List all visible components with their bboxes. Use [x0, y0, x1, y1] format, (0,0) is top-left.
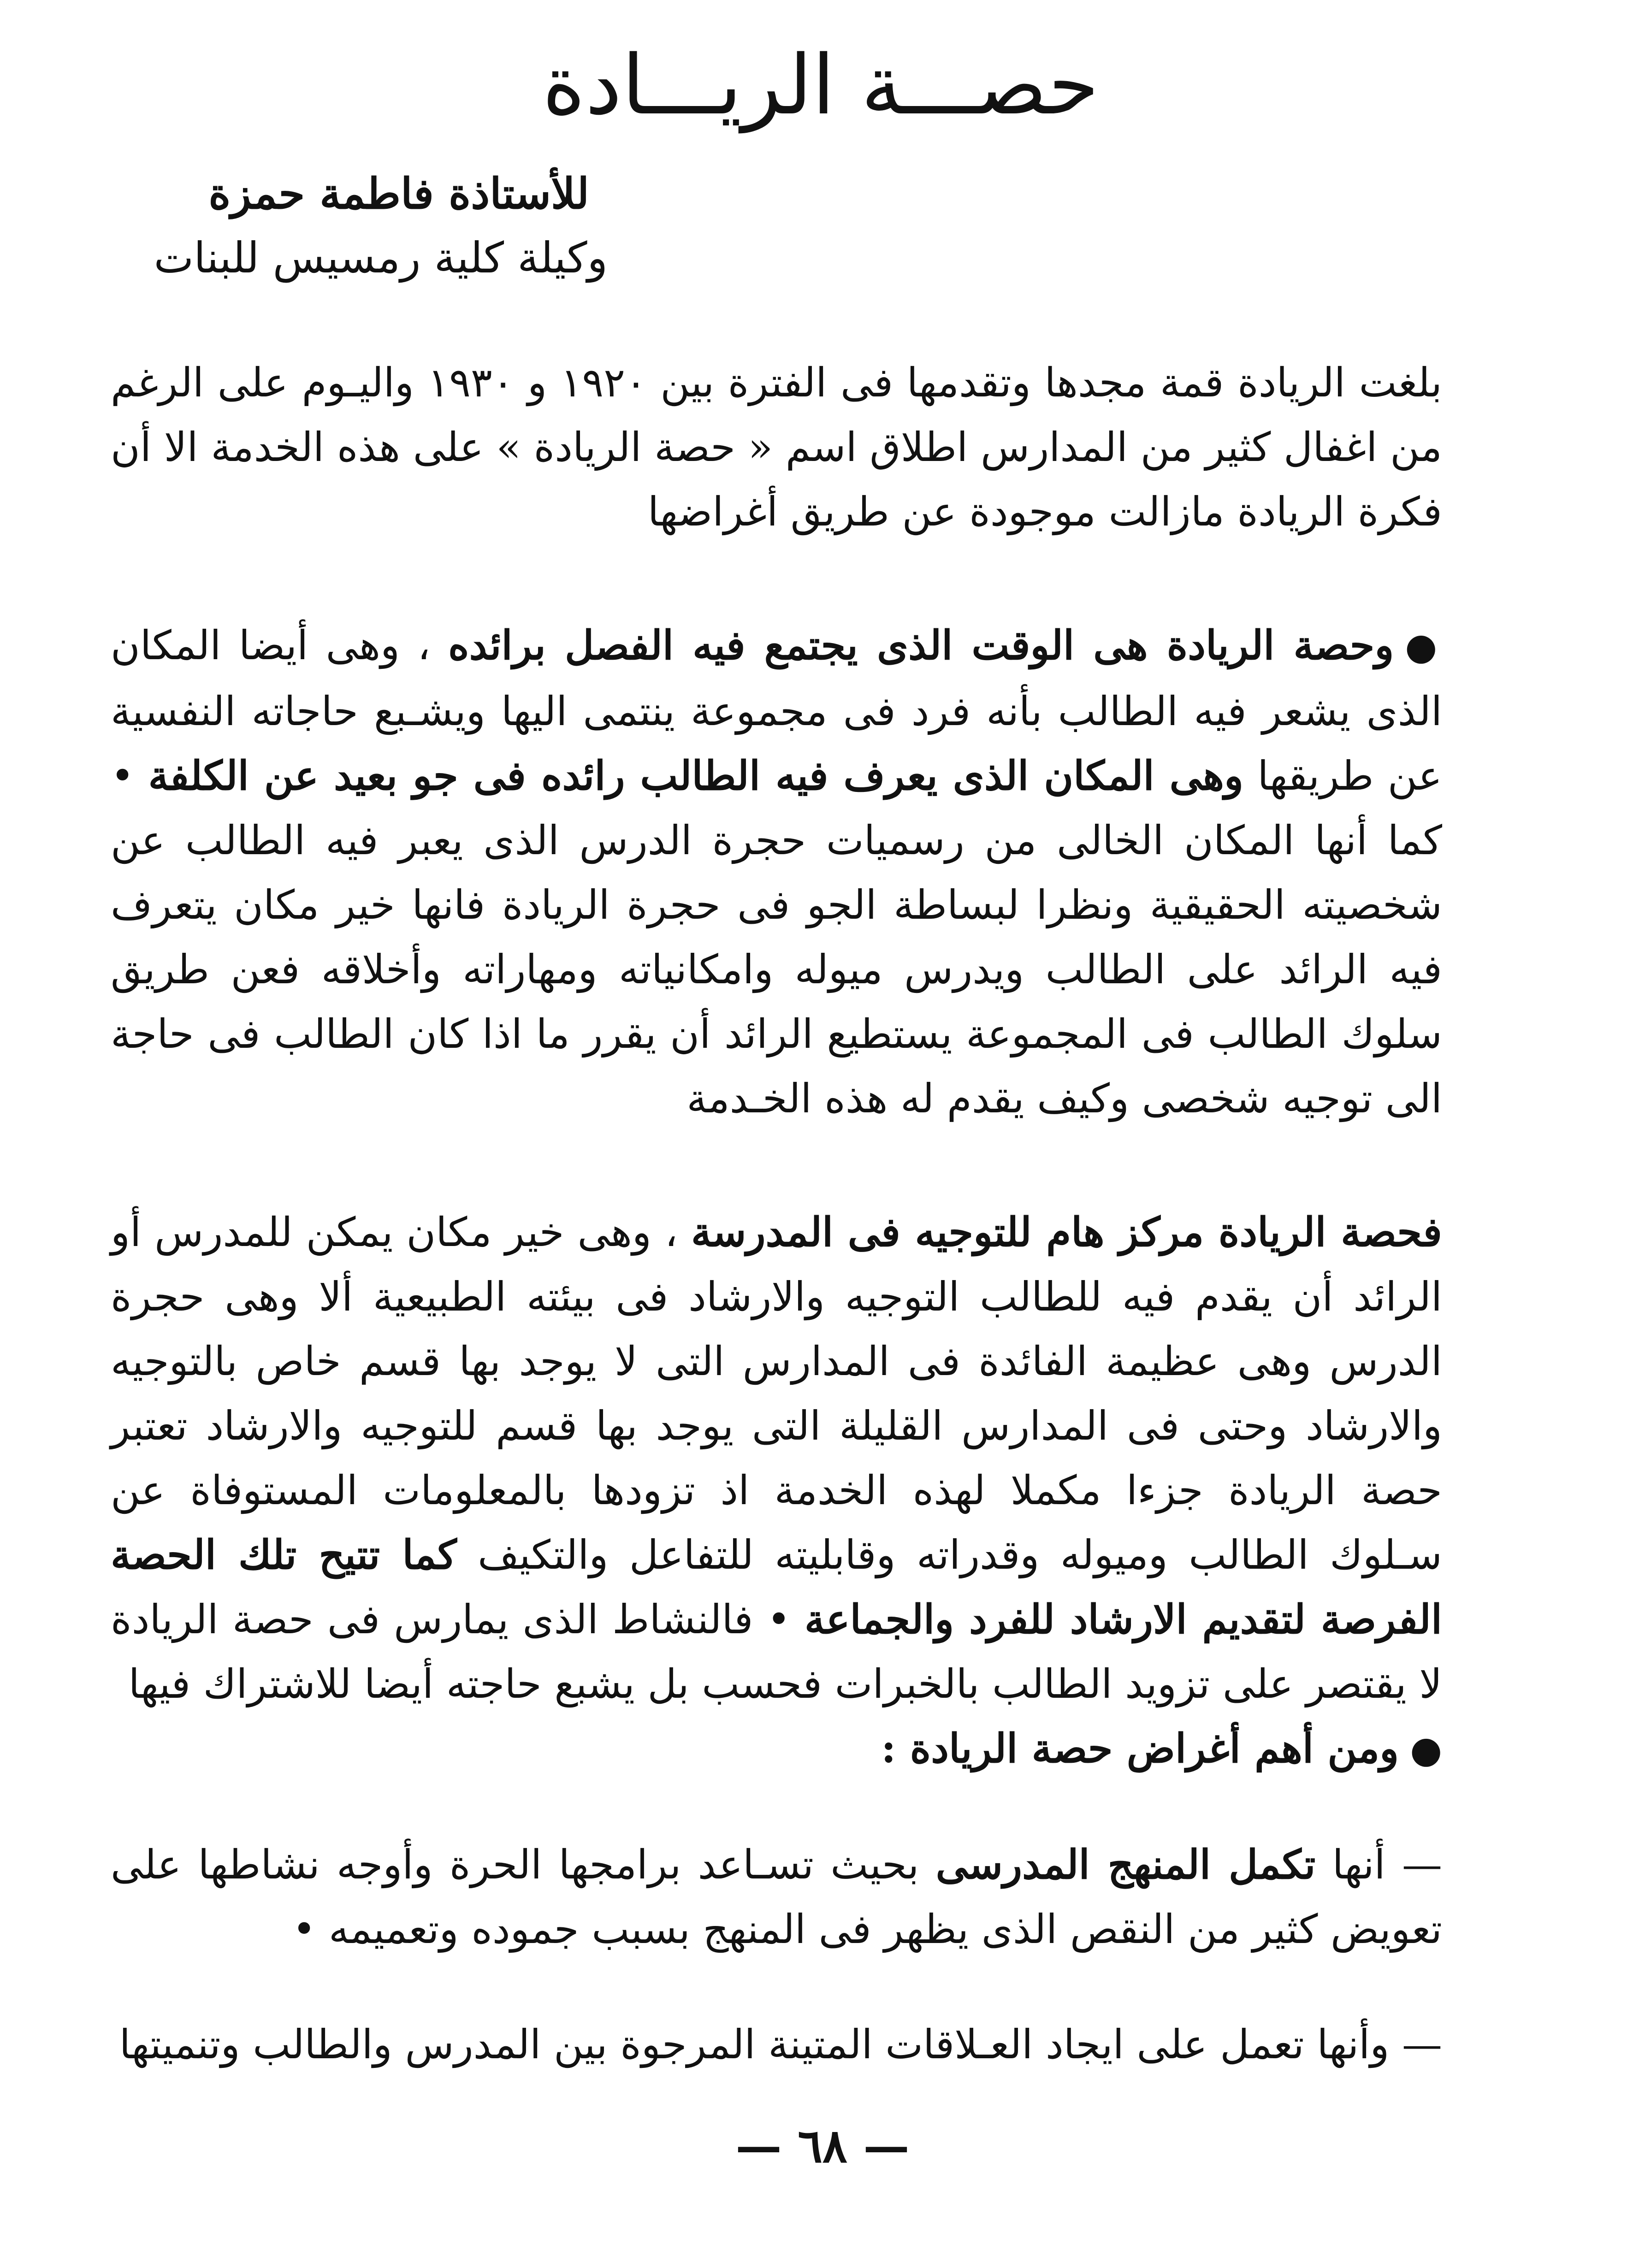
bullet-icon: ● [1410, 1728, 1442, 1771]
paragraph-intro [111, 350, 1553, 544]
paragraph-guidance-emphasis-2: كما تتيح تلك الحصة الفرصة لتقديم الارشاد للفرد والجماعة [111, 1531, 1442, 1643]
paragraph-guidance-emphasis-1: فحصة الريادة مركز هام للتوجيه فى المدرسة [691, 1208, 1442, 1256]
list-item-text: بحيث تسـاعد برامجها الحرة وأوجه نشاطها على تعويض كثير من النقص الذى يظهر فى المنهج بسبب جموده وتعميمه • [111, 1841, 1442, 1953]
page-title: حصـــة الريـــادة [542, 37, 1099, 133]
list-item [111, 1832, 1553, 1961]
paragraph-intro-text: بلغت الريادة قمة مجدها وتقدمها فى الفترة بين ١٩٢٠ و ١٩٣٠ واليـوم على الرغم من اغفال كثير من المدارس اطلاق اسم « حصة الريادة » على هذه الخدمة الا أن فكرة الريادة مازالت موجودة عن طريق أغراضها [111, 359, 1442, 535]
author-position: وكيلة كلية رمسيس للبنات [154, 233, 608, 283]
paragraph-definition-emphasis-1: وحصة الريادة هى الوقت الذى يجتمع فيه الفصل برائده [448, 621, 1394, 669]
list-item [111, 2012, 1553, 2077]
paragraph-guidance [111, 1200, 1553, 1716]
section-heading-text: ومن أهم أغراض حصة الريادة : [881, 1725, 1399, 1772]
page-number: — ٦٨ — [735, 2119, 910, 2173]
list-item-text: — وأنها تعمل على ايجاد العـلاقات المتينة المرجوة بين المدرس والطالب وتنميتها [119, 2021, 1442, 2068]
paragraph-definition [111, 613, 1553, 1131]
paragraph-definition-emphasis-2: وهى المكان الذى يعرف فيه الطالب رائده فى جو بعيد عن الكلفة [148, 752, 1244, 799]
article-body [111, 350, 1553, 2077]
paragraph-guidance-text-2: • فالنشاط الذى يمارس فى حصة الريادة لا يقتصر على تزويد الطالب بالخبرات فحسب بل يشبع حاجته أيضا للاشتراك فيها [111, 1596, 1442, 1707]
section-heading [111, 1716, 1553, 1782]
list-item-emphasis: تكمل المنهج المدرسى [935, 1841, 1316, 1888]
author-name: للأستاذة فاطمة حمزة [208, 169, 589, 219]
paragraph-guidance-text-1: ، وهى خير مكان يمكن للمدرس أو الرائد أن يقدم فيه للطالب التوجيه والارشاد فى بيئته الطبيعية ألا وهى حجرة الدرس وهى عظيمة الفائدة فى المدارس التى لا يوجد بها قسم خاص بالتوجيه والارشاد وحتى فى المدارس القليلة التى يوجد بها قسم للتوجيه والارشاد تعتبر حصة الريادة جزءا مكملا لهذه الخدمة اذ تزودها بالمعلومات المستوفاة عن سـلوك الطالب وميوله وقدراته وقابليته للتفاعل والتكيف [111, 1209, 1442, 1578]
paragraph-definition-text-1: ، وهى أيضا المكان الذى يشعر فيه الطالب بأنه فرد فى مجموعة ينتمى اليها ويشـبع حاجاته النفسية عن طريقها [111, 622, 1442, 799]
bullet-icon: ● [1405, 625, 1442, 668]
paragraph-definition-text-2: • كما أنها المكان الخالى من رسميات حجرة الدرس الذى يعبر فيه الطالب عن شخصيته الحقيقية ونظرا لبساطة الجو فى حجرة الريادة فانها خير مكان يتعرف فيه الرائد على الطالب ويدرس ميوله وامكانياته ومهاراته وأخلاقه فعن طريق سلوك الطالب فى المجموعة يستطيع الرائد أن يقرر ما اذا كان الطالب فى حاجة الى توجيه شخصى وكيف يقدم له هذه الخـدمة [111, 752, 1442, 1122]
list-item-dash: — أنها [1315, 1841, 1442, 1888]
